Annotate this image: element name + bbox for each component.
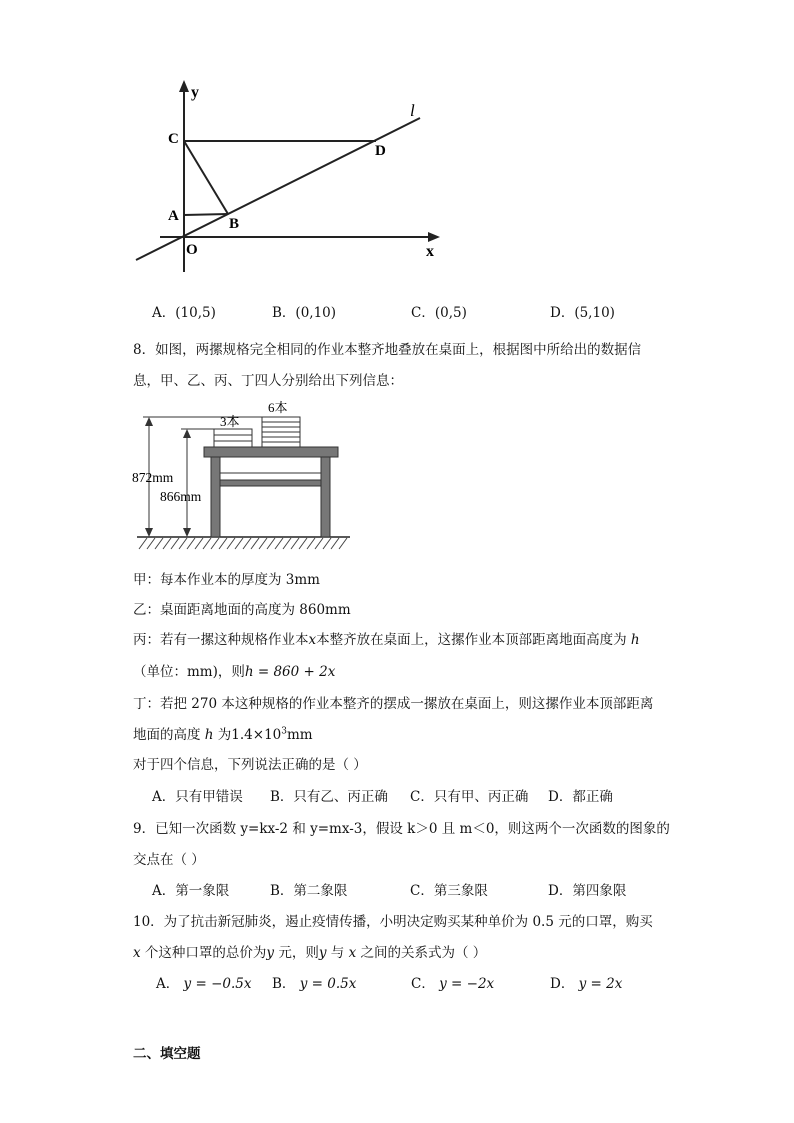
q10-option-d[interactable] [550,972,622,992]
label-y: y [191,84,199,101]
label-a: A [168,208,179,224]
option-letter: C． [411,976,435,992]
formula: h = 860 + 2x [244,664,336,680]
option-text: (0,5) [434,305,467,321]
option-letter: D． [550,976,575,992]
var-x: x [308,632,317,648]
q8-option-a[interactable] [152,785,243,805]
label-6-books: 6本 [268,400,288,415]
q8-stem-line1: 8．如图，两摞规格完全相同的作业本整齐地叠放在桌面上，根据图中所给出的数据信 [133,342,642,358]
option-letter: A． [152,883,176,899]
option-text: (0,10) [295,305,337,321]
text: 为 [217,727,232,743]
label-872mm: 872mm [132,470,174,485]
text: 元，则 [274,945,319,961]
option-letter: A． [152,789,176,805]
option-letter: B． [270,789,294,805]
option-letter: C． [410,883,434,899]
q7-option-d[interactable] [550,301,615,321]
q8-desk-figure [0,395,794,555]
option-text: (5,10) [574,305,615,321]
text: 之间的关系式为（ ） [356,945,487,961]
label-3-books: 3本 [220,414,240,429]
option-letter: B． [270,883,294,899]
ground-hatch [139,538,347,549]
text: 与 [326,945,349,961]
option-letter: C． [410,789,434,805]
y-axis-arrow [179,80,189,92]
table-leg-right [321,457,330,537]
option-text: y = −0.5x [183,976,252,992]
table-drawer [220,457,321,473]
q8-info-ding-line1: 丁：若把 270 本这种规格的作业本整齐的摆成一摞放在桌面上，则这摞作业本顶部距离 [133,696,654,712]
option-text: 第四象限 [572,883,627,899]
q8-info-jia: 甲：每本作业本的厚度为 3mm [133,572,320,588]
value: 1.4×10 [231,727,282,743]
q7-option-b[interactable] [272,301,336,321]
text: （单位：mm)，则 [133,664,245,680]
table-leg-left [211,457,220,537]
option-letter: D． [550,305,575,321]
segment-ab [184,214,228,215]
option-text: 只有甲、丙正确 [433,789,529,805]
q8-info-bing-line1 [133,628,640,648]
label-b: B [229,216,240,232]
segment-cb [184,141,228,214]
q10-option-a[interactable] [156,972,251,992]
table-rail [220,480,321,486]
q8-option-c[interactable] [410,785,528,805]
option-letter: A． [156,976,180,992]
table-top [204,447,338,457]
option-text: 第二象限 [293,883,348,899]
label-866mm: 866mm [160,489,202,504]
option-letter: C． [411,305,435,321]
label-d: D [375,143,386,159]
q9-option-a[interactable] [152,879,229,899]
option-letter: B． [272,976,296,992]
q9-stem-line1: 9．已知一次函数 y=kx-2 和 y=mx-3，假设 k＞0 且 m＜0，则这两个一次函数的图象的 [133,821,670,837]
text: 本整齐放在桌面上，这摞作业本顶部距离地面高度为 [316,632,627,648]
option-text: y = −2x [439,976,495,992]
var-x: x [133,945,141,961]
q10-option-c[interactable] [411,972,494,992]
stack-3-books [214,429,252,447]
q8-question: 对于四个信息，下列说法正确的是（ ） [133,757,367,773]
q8-option-b[interactable] [270,785,388,805]
var-x: x [348,945,357,961]
option-letter: A． [152,305,176,321]
q9-option-d[interactable] [548,879,626,899]
q8-info-ding-line2 [133,723,313,743]
text: 个这种口罩的总价为 [140,945,267,961]
label-l: l [410,101,415,120]
option-text: (10,5) [175,305,216,321]
q7-option-a[interactable] [152,301,216,321]
unit: mm [287,727,313,743]
text: 地面的高度 [133,727,201,743]
option-text: y = 0.5x [299,976,357,992]
q10-stem-line2 [133,941,486,961]
var-y: y [266,945,275,961]
var-h: h [630,632,640,648]
option-text: 只有甲错误 [175,789,243,805]
label-c: C [168,131,179,147]
label-o: O [186,242,198,258]
x-axis-arrow [428,232,440,242]
var-h: h [204,727,214,743]
option-text: y = 2x [578,976,623,992]
q9-stem-line2: 交点在（ ） [133,852,205,868]
option-text: 都正确 [572,789,613,805]
q8-info-yi: 乙：桌面距离地面的高度为 860mm [133,602,351,618]
q8-info-bing-line2 [133,660,335,680]
exponent: 3 [281,726,287,737]
option-text: 第一象限 [175,883,230,899]
option-text: 第三象限 [433,883,488,899]
option-text: 只有乙、丙正确 [293,789,388,805]
var-y: y [318,945,327,961]
q9-option-c[interactable] [410,879,488,899]
q7-coordinate-figure [0,0,794,290]
option-letter: D． [548,789,573,805]
q8-stem-line2: 息，甲、乙、丙、丁四人分别给出下列信息： [133,373,403,389]
q9-option-b[interactable] [270,879,347,899]
q10-option-b[interactable] [272,972,356,992]
option-letter: B． [272,305,296,321]
q10-stem-line1: 10．为了抗击新冠肺炎，遏止疫情传播，小明决定购买某种单价为 0.5 元的口罩，购买 [133,914,653,930]
text: 丙：若有一摞这种规格作业本 [133,632,309,648]
section-heading-fill-in: 二、填空题 [133,1046,201,1062]
option-letter: D． [548,883,573,899]
q8-option-d[interactable] [548,785,613,805]
label-x: x [426,243,434,260]
q7-option-c[interactable] [411,301,467,321]
stack-6-books [262,417,300,447]
